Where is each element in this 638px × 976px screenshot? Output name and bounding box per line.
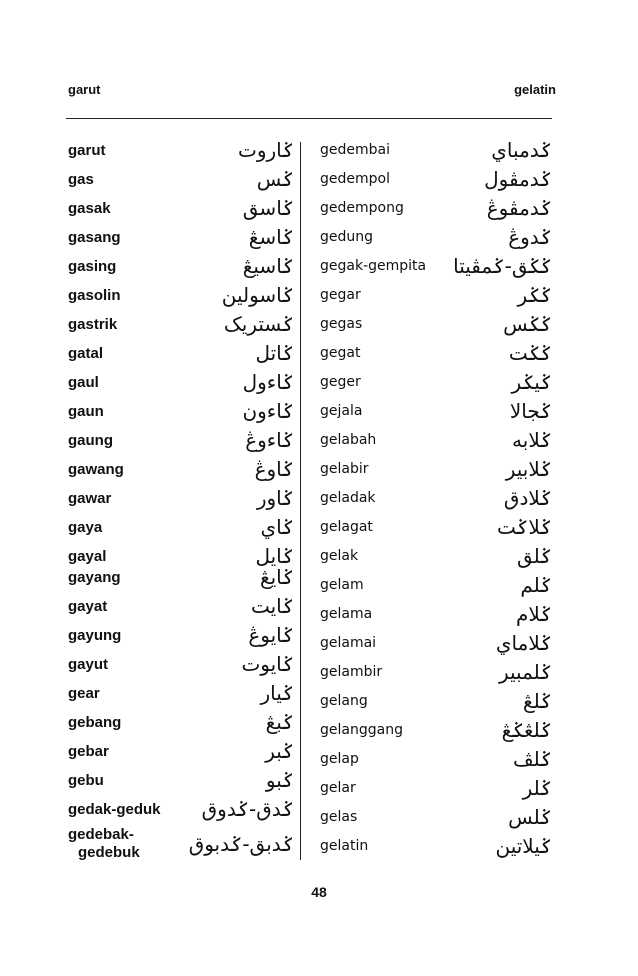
entry-jawi: ݢايڠ [259, 565, 294, 589]
entry-rumi [68, 374, 99, 391]
entry-jawi: ݢيلاتين [495, 834, 552, 858]
entry-rumi [320, 142, 390, 158]
entry-rumi [320, 258, 426, 274]
entry-rumi [68, 461, 124, 478]
entry-jawi: ݢلس [508, 805, 552, 829]
entry-rumi [68, 656, 108, 673]
entry-jawi: ݢبو [265, 768, 294, 792]
dictionary-entry [320, 631, 552, 657]
dictionary-entry [68, 138, 294, 164]
dictionary-entry [68, 797, 294, 823]
dictionary-entry [320, 544, 552, 570]
entry-rumi-line: gegas [320, 316, 363, 332]
entry-rumi [68, 258, 116, 275]
dictionary-entry [320, 486, 552, 512]
entry-jawi: ݢلابير [505, 457, 552, 481]
entry-jawi: ݢݢر [517, 283, 552, 307]
entry-jawi: ݢايل [255, 544, 294, 568]
entry-jawi: ݢلابه [512, 428, 552, 452]
dictionary-entry [320, 312, 552, 338]
entry-rumi-line: gayung [68, 627, 122, 644]
dictionary-entry [320, 341, 552, 367]
entry-rumi [68, 171, 94, 188]
entry-jawi: ݢدق-ݢدوق [201, 797, 294, 821]
entry-rumi-line: gas [68, 171, 94, 188]
entry-rumi [320, 200, 404, 216]
dictionary-entry [320, 370, 552, 396]
entry-jawi: ݢدبق-ݢدبوق [188, 832, 294, 856]
entry-jawi: ݢاسيڠ [242, 254, 294, 278]
dictionary-entry [68, 515, 294, 541]
dictionary-entry [68, 768, 294, 794]
entry-rumi [320, 345, 360, 361]
entry-rumi-line: gasang [68, 229, 121, 246]
entry-rumi-line: gastrik [68, 316, 118, 333]
entry-rumi-line: geger [320, 374, 361, 390]
entry-rumi-line: gebu [68, 772, 104, 789]
dictionary-entry [68, 623, 294, 649]
entry-jawi: ݢلق [516, 544, 552, 568]
dictionary-entry [320, 428, 552, 454]
entry-jawi: ݢلادق [503, 486, 552, 510]
entry-jawi: ݢاي [260, 515, 294, 539]
entry-jawi: ݢدوڠ [508, 225, 552, 249]
entry-rumi [68, 627, 121, 644]
entry-jawi: ݢايوڠ [248, 623, 294, 647]
entry-rumi-line: gelatin [320, 838, 369, 854]
dictionary-entry [320, 283, 552, 309]
dictionary-entry [68, 739, 294, 765]
dictionary-entry [68, 652, 294, 678]
dictionary-entry [68, 283, 294, 309]
dictionary-entry [320, 747, 552, 773]
entry-jawi: ݢلڤ [512, 747, 552, 771]
entry-rumi [68, 548, 106, 565]
entry-jawi: ݢايت [250, 594, 294, 618]
entry-rumi [68, 569, 121, 586]
guide-word-first: garut [68, 82, 101, 97]
entry-rumi [68, 801, 161, 818]
entry-rumi [320, 838, 368, 854]
guide-word-last: gelatin [514, 82, 556, 97]
entry-jawi: ݢݢت [508, 341, 552, 365]
entry-rumi [68, 316, 117, 333]
entry-rumi [68, 743, 109, 760]
entry-jawi: ݢلام [515, 602, 552, 626]
entry-jawi: ݢستريک [223, 312, 294, 336]
dictionary-entry [68, 167, 294, 193]
entry-rumi [68, 598, 107, 615]
entry-jawi: ݢݢق-ݢمڤيتا [453, 254, 552, 278]
entry-jawi: ݢلمبير [498, 660, 552, 684]
entry-rumi-line: gedembai [320, 142, 390, 158]
entry-jawi: ݢاسولين [221, 283, 294, 307]
entry-rumi-line: gaya [68, 519, 103, 536]
entry-rumi-line: gaung [68, 432, 113, 449]
entry-rumi [320, 606, 372, 622]
entry-rumi-line: gelabir [320, 461, 369, 477]
dictionary-entry [320, 660, 552, 686]
dictionary-entry [320, 457, 552, 483]
entry-rumi [68, 403, 104, 420]
entry-rumi [320, 664, 382, 680]
dictionary-entry [320, 834, 552, 860]
entry-rumi [320, 490, 376, 506]
entry-jawi: ݢاروت [238, 138, 294, 162]
entry-rumi-line: gaun [68, 403, 104, 420]
entry-jawi: ݢاءوڠ [245, 428, 294, 452]
dictionary-entry [68, 341, 294, 367]
entry-rumi-line: gelam [320, 577, 364, 593]
dictionary-entry [320, 196, 552, 222]
entry-rumi-line: gebang [68, 714, 122, 731]
entry-rumi [320, 374, 361, 390]
entry-jawi: ݢس [256, 167, 294, 191]
entry-rumi-line: gawar [68, 490, 112, 507]
dictionary-entry [320, 254, 552, 280]
entry-rumi-line: gayang [68, 569, 121, 586]
entry-jawi: ݢبر [265, 739, 294, 763]
entry-jawi: ݢجالا [509, 399, 552, 423]
entry-rumi-line: gelama [320, 606, 373, 622]
entry-rumi [68, 142, 106, 159]
entry-rumi-line: gelak [320, 548, 359, 564]
entry-rumi-line: gasing [68, 258, 117, 275]
dictionary-entry [68, 486, 294, 512]
entry-rumi [320, 316, 362, 332]
entry-jawi: ݢلاݢت [496, 515, 552, 539]
dictionary-entry [68, 312, 294, 338]
dictionary-entry [320, 602, 552, 628]
entry-rumi-line: geladak [320, 490, 376, 506]
entry-rumi [320, 287, 361, 303]
entry-rumi [68, 229, 121, 246]
entry-rumi [68, 287, 121, 304]
entry-jawi: ݢدمڤوڠ [486, 196, 552, 220]
entry-rumi-line: gegar [320, 287, 361, 303]
entry-jawi: ݢاءون [242, 399, 294, 423]
entry-rumi-line: gaul [68, 374, 99, 391]
entry-rumi [68, 345, 103, 362]
dictionary-entry [68, 565, 294, 591]
entry-rumi [320, 751, 359, 767]
dictionary-entry [68, 822, 294, 866]
entry-jawi: ݢݢس [503, 312, 552, 336]
entry-rumi [320, 693, 368, 709]
dictionary-entry [68, 370, 294, 396]
entry-rumi-line: gayat [68, 598, 108, 615]
entry-jawi: ݢيݢر [511, 370, 552, 394]
entry-jawi: ݢلر [522, 776, 552, 800]
entry-rumi [68, 826, 140, 862]
entry-rumi-line: gasolin [68, 287, 121, 304]
entry-jawi: ݢلم [520, 573, 552, 597]
entry-rumi-line: gebar [68, 743, 109, 760]
entry-rumi-line: gelap [320, 751, 359, 767]
entry-jawi: ݢدمباي [491, 138, 552, 162]
dictionary-entry [320, 399, 552, 425]
entry-rumi [68, 519, 102, 536]
entry-rumi [320, 519, 373, 535]
entry-rumi-line: gelang [320, 693, 368, 709]
entry-jawi: ݢاسق [242, 196, 294, 220]
entry-rumi-line: gelabah [320, 432, 377, 448]
entry-rumi-line: gelar [320, 780, 356, 796]
entry-rumi-line: gayal [68, 548, 107, 565]
entry-rumi-line: gedebak- [68, 826, 134, 843]
entry-rumi [68, 714, 121, 731]
entry-rumi-line: gelagat [320, 519, 373, 535]
entry-jawi: ݢلاماي [495, 631, 552, 655]
entry-rumi [68, 685, 100, 702]
entry-rumi-line: gayut [68, 656, 109, 673]
entry-rumi-line: gejala [320, 403, 363, 419]
dictionary-entry [68, 710, 294, 736]
entry-rumi [320, 635, 376, 651]
entry-jawi: ݢدمڤول [484, 167, 552, 191]
entry-rumi-line: gedak-geduk [68, 801, 161, 818]
dictionary-entry [68, 225, 294, 251]
dictionary-entry [68, 196, 294, 222]
dictionary-entry [68, 399, 294, 425]
entry-jawi: ݢاور [256, 486, 294, 510]
entry-rumi-line: gelas [320, 809, 358, 825]
entry-rumi [320, 722, 403, 738]
entry-rumi [320, 171, 390, 187]
entry-jawi: ݢلڠݢڠ [501, 718, 552, 742]
entry-rumi-line: gedung [320, 229, 374, 245]
entry-rumi-line: gedebuk [78, 844, 140, 861]
dictionary-entry [68, 594, 294, 620]
dictionary-entry [68, 254, 294, 280]
entry-jawi: ݢاسڠ [248, 225, 294, 249]
entry-rumi-line: gegat [320, 345, 361, 361]
entry-rumi-line: gawang [68, 461, 124, 478]
entry-jawi: ݢيار [260, 681, 294, 705]
dictionary-entry [320, 718, 552, 744]
entry-rumi [320, 403, 362, 419]
entry-jawi: ݢبڠ [265, 710, 294, 734]
dictionary-entry [320, 138, 552, 164]
entry-rumi [320, 432, 376, 448]
dictionary-entry [68, 428, 294, 454]
entry-rumi-line: gelambir [320, 664, 383, 680]
header-rule [66, 118, 552, 119]
entry-rumi-line: gelanggang [320, 722, 403, 738]
dictionary-entry [320, 689, 552, 715]
entry-rumi [320, 577, 364, 593]
entry-rumi [68, 772, 104, 789]
entry-rumi-line: gedempol [320, 171, 390, 187]
entry-rumi-line: gasak [68, 200, 111, 217]
dictionary-entry [320, 776, 552, 802]
entry-rumi [320, 461, 369, 477]
entry-rumi-line: gelamai [320, 635, 377, 651]
dictionary-entry [320, 573, 552, 599]
entry-rumi-line: gear [68, 685, 100, 702]
entry-rumi [68, 200, 111, 217]
entry-rumi-line: gedempong [320, 200, 404, 216]
dictionary-entry [320, 805, 552, 831]
dictionary-entry [68, 457, 294, 483]
dictionary-entry [320, 225, 552, 251]
entry-rumi [320, 229, 373, 245]
entry-rumi [320, 809, 357, 825]
entry-rumi [320, 548, 358, 564]
entry-jawi: ݢايوت [241, 652, 294, 676]
dictionary-entry [320, 167, 552, 193]
entry-rumi [68, 432, 113, 449]
entry-rumi-line: gegak-gempita [320, 258, 427, 274]
dictionary-entry [320, 515, 552, 541]
page-number: 48 [311, 884, 327, 900]
entry-rumi-line: garut [68, 142, 106, 159]
entry-jawi: ݢاتل [255, 341, 294, 365]
entry-rumi [320, 780, 356, 796]
column-divider [300, 142, 301, 860]
dictionary-entry [68, 681, 294, 707]
entry-jawi: ݢلڠ [523, 689, 552, 713]
entry-rumi [68, 490, 111, 507]
entry-rumi-line: gatal [68, 345, 104, 362]
entry-jawi: ݢاءول [242, 370, 294, 394]
entry-jawi: ݢاوڠ [254, 457, 294, 481]
